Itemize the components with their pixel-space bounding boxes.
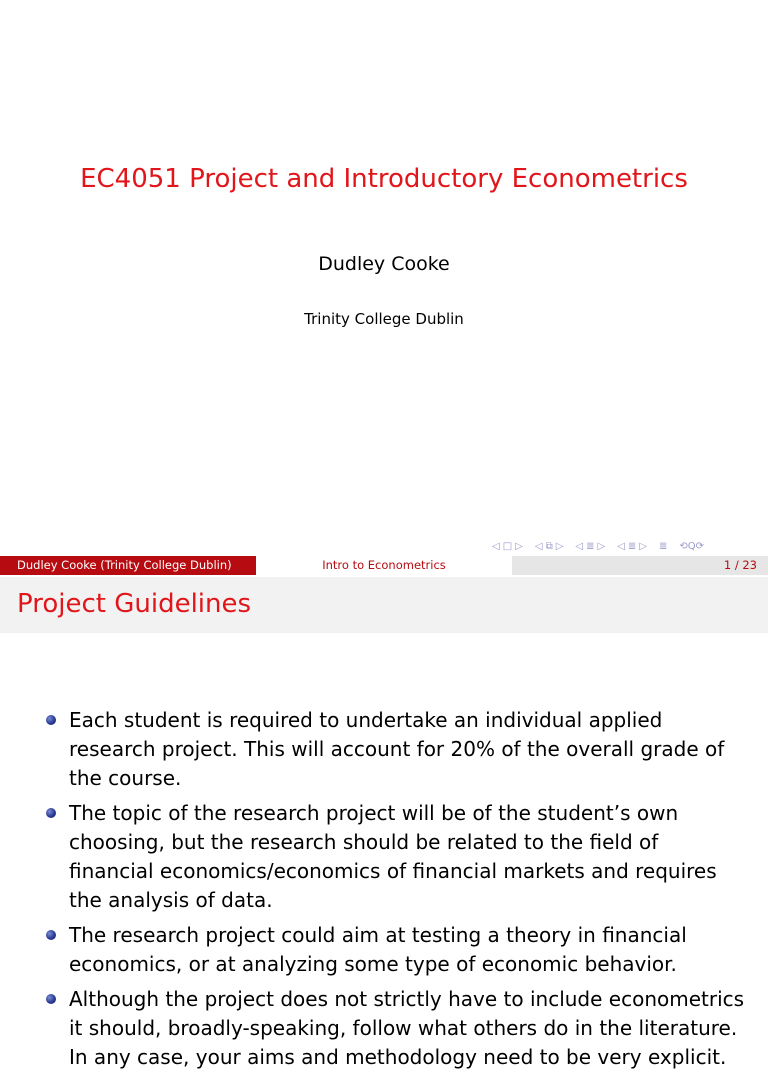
nav-section-group <box>575 541 605 552</box>
section-next-icon[interactable]: ▷ <box>597 540 606 552</box>
frame-prev-icon[interactable]: ◁ <box>492 540 500 552</box>
list-item <box>0 706 768 793</box>
search-icon[interactable]: ⟲Q⟳ <box>679 540 705 552</box>
beamer-navigation-symbols <box>492 537 764 555</box>
bullet-icon <box>46 994 56 1004</box>
document-prev-icon[interactable]: ◁ <box>617 540 625 552</box>
author-name: Dudley Cooke <box>318 253 450 275</box>
section-prev-icon[interactable]: ◁ <box>575 540 584 552</box>
nav-document-group <box>617 541 647 552</box>
document-icon[interactable]: ≣ <box>627 540 637 552</box>
bullet-icon <box>46 930 56 940</box>
bullet-text: Although the project does not strictly have to include econometrics it should, broadly-speaking, follow what others do in the literature. In any case, your aims and methodology need to be very explicit. <box>69 987 745 1069</box>
slide-footline <box>0 556 768 575</box>
institution-name: Trinity College Dublin <box>304 310 464 328</box>
bullet-text: The research project could aim at testing a theory in financial economics, or at analyzing some type of economic behavior. <box>69 923 687 976</box>
appendix-icon[interactable]: ≣ <box>659 540 668 552</box>
bullet-text: The topic of the research project will be of the student’s own choosing, but the research should be related to the field of financial economics/economics of financial markets and requires the analysis of data. <box>69 801 717 912</box>
presentation-title: EC4051 Project and Introductory Econometrics <box>80 164 688 194</box>
subsection-icon[interactable]: ⧉ <box>545 540 553 552</box>
frame-next-icon[interactable]: ▷ <box>515 540 523 552</box>
list-item <box>0 921 768 979</box>
footline-author: Dudley Cooke (Trinity College Dublin) <box>0 556 256 575</box>
list-item <box>0 799 768 915</box>
document-next-icon[interactable]: ▷ <box>639 540 647 552</box>
bullet-icon <box>46 808 56 818</box>
bullet-text: Each student is required to undertake an individual applied research project. This will account for 20% of the overall grade of the course. <box>69 708 725 790</box>
list-item <box>0 985 768 1072</box>
bullet-icon <box>46 715 56 725</box>
frametitle-bar <box>0 577 768 633</box>
subsection-next-icon[interactable]: ▷ <box>555 540 564 552</box>
nav-frame-group <box>492 541 523 552</box>
section-icon[interactable]: ≣ <box>586 540 595 552</box>
nav-subsection-group <box>535 541 564 552</box>
subsection-prev-icon[interactable]: ◁ <box>534 540 543 552</box>
footline-page-number: 1 / 23 <box>512 556 768 575</box>
footline-short-title: Intro to Econometrics <box>256 556 512 575</box>
frame-title: Project Guidelines <box>17 589 252 619</box>
bullet-list <box>0 706 768 1078</box>
frame-icon[interactable]: □ <box>502 540 513 552</box>
